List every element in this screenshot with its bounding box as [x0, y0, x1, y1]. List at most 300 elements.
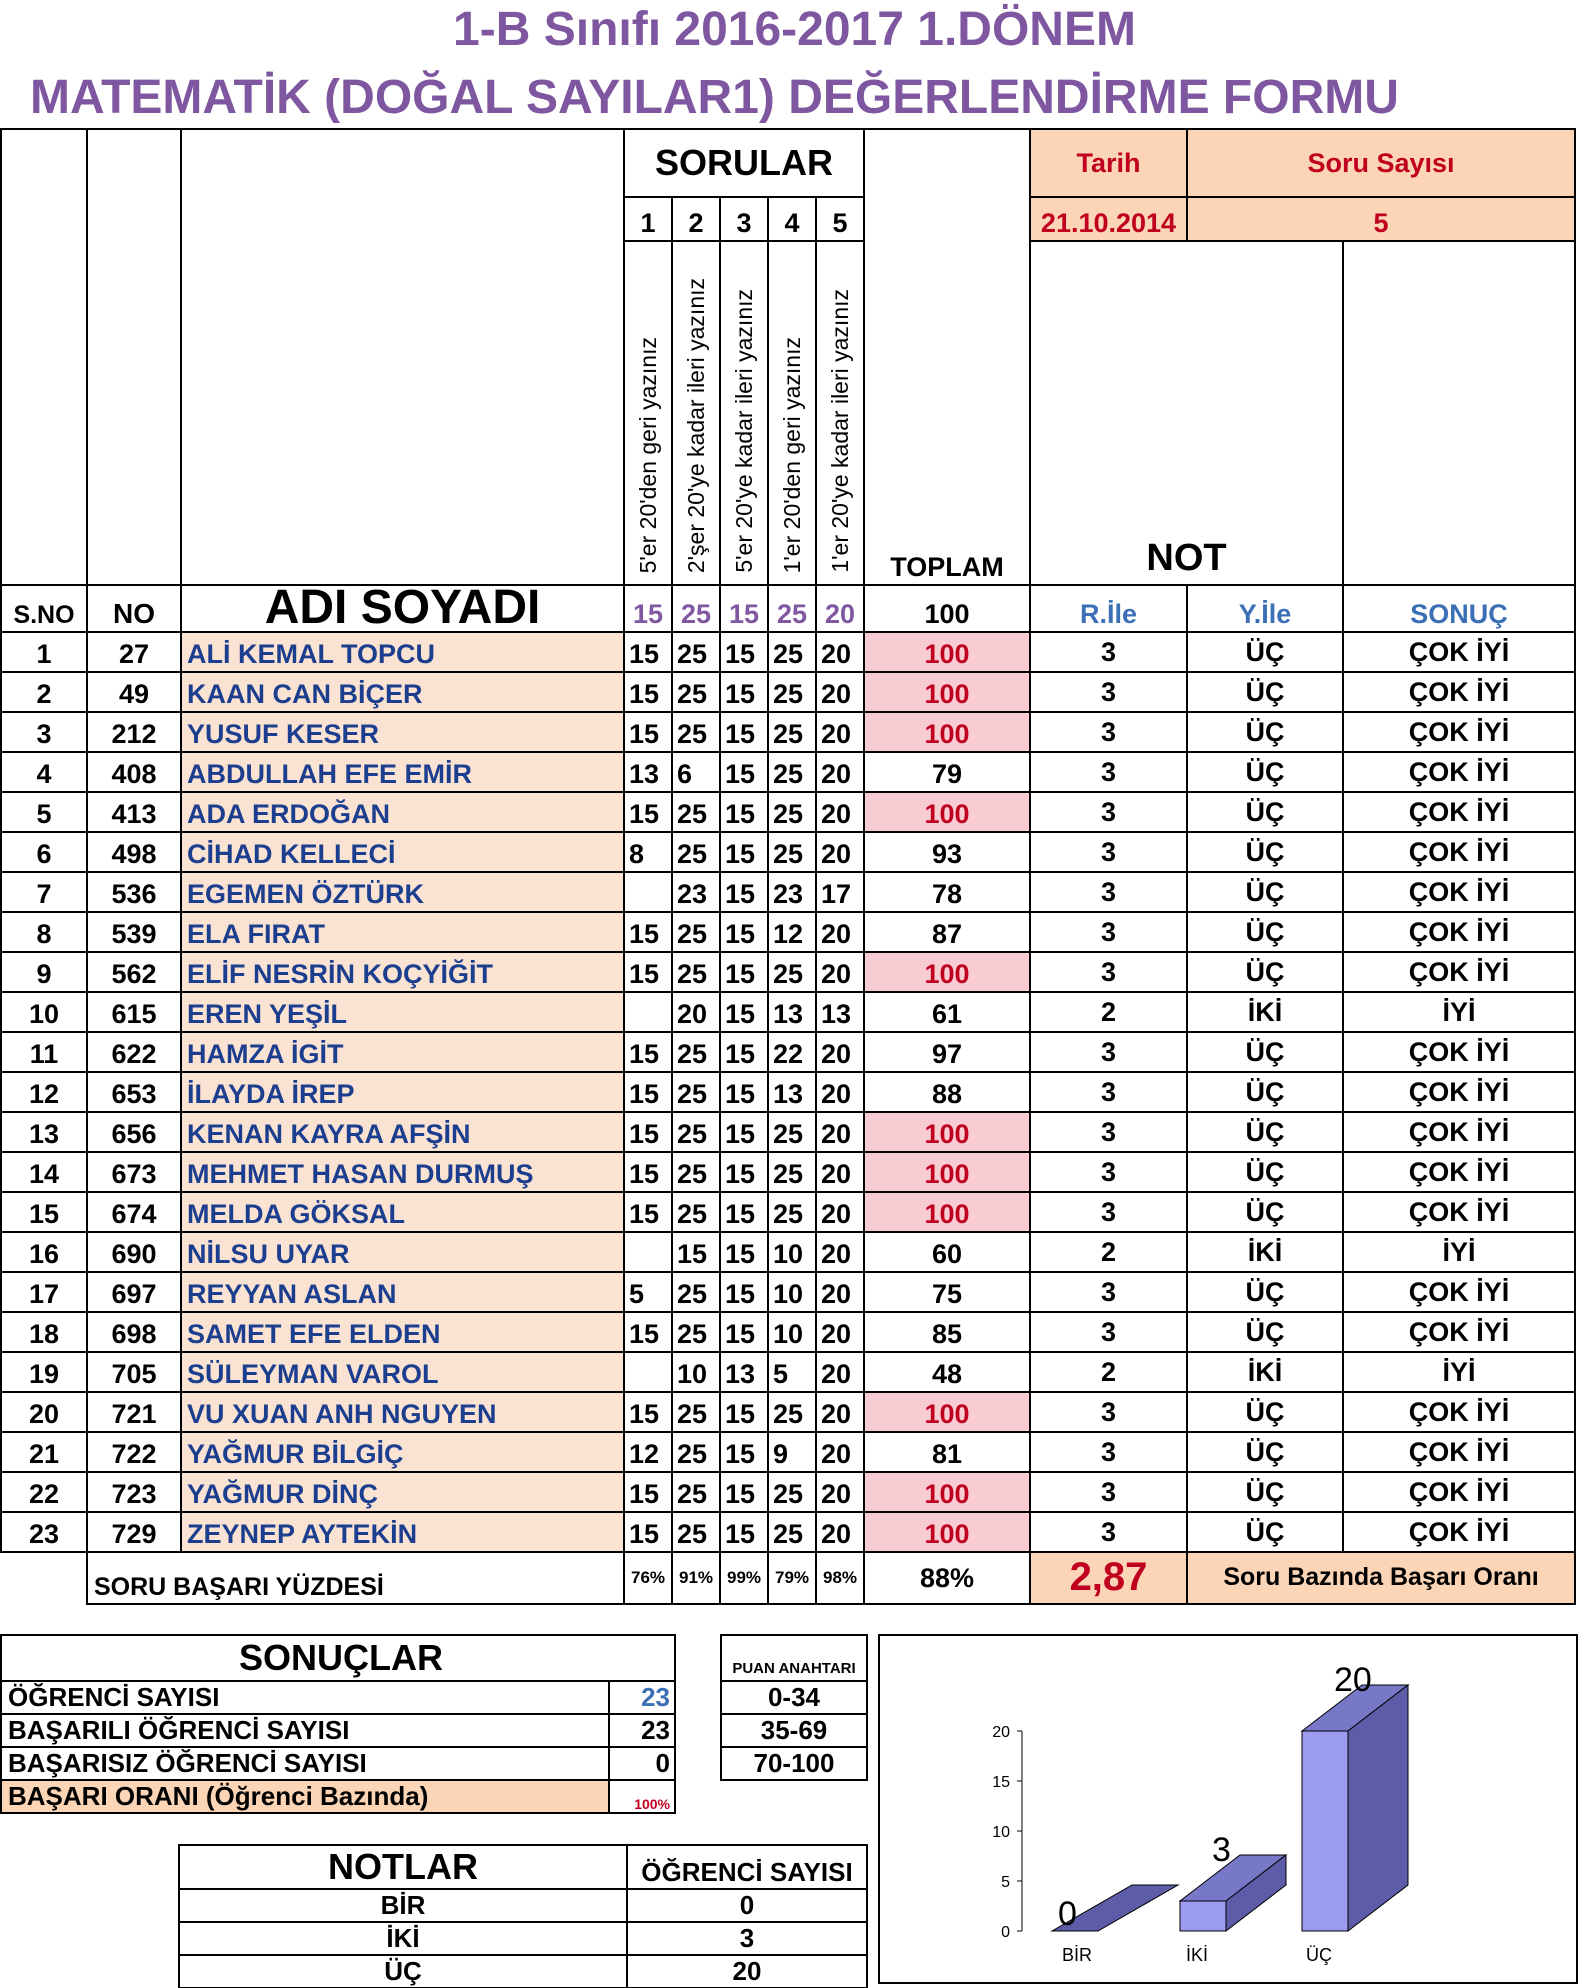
- question-points-2: 25: [672, 585, 720, 632]
- question-text-5: [816, 241, 864, 585]
- no-cell: 674: [87, 1192, 181, 1232]
- question-text-label: 5'er 20'den geri yazınız: [634, 336, 661, 573]
- grade-number: 2: [1030, 1352, 1187, 1392]
- grade-number: 3: [1030, 752, 1187, 792]
- sonuc-value: 100%: [609, 1780, 675, 1813]
- question-text-4: [768, 241, 816, 585]
- sno-cell: 15: [1, 1192, 87, 1232]
- result-cell: İYİ: [1343, 1352, 1575, 1392]
- puan-range: 35-69: [721, 1714, 867, 1747]
- grade-word: İKİ: [1187, 1232, 1343, 1272]
- result-cell: İYİ: [1343, 1232, 1575, 1272]
- score-q2: 25: [672, 912, 720, 952]
- puan-range: 0-34: [721, 1681, 867, 1714]
- grade-number: 2: [1030, 1232, 1187, 1272]
- score-q4: 25: [768, 752, 816, 792]
- score-q3: 15: [720, 1512, 768, 1552]
- no-cell: 721: [87, 1392, 181, 1432]
- total-pct: 88%: [864, 1552, 1030, 1604]
- score-q3: 15: [720, 1312, 768, 1352]
- total-cell: 81: [864, 1432, 1030, 1472]
- no-cell: 408: [87, 752, 181, 792]
- grade-number: 3: [1030, 952, 1187, 992]
- result-cell: ÇOK İYİ: [1343, 1472, 1575, 1512]
- score-q1: 15: [624, 1112, 672, 1152]
- score-q1: 5: [624, 1272, 672, 1312]
- score-q1: 15: [624, 1472, 672, 1512]
- result-cell: ÇOK İYİ: [1343, 672, 1575, 712]
- puan-row: [721, 1714, 867, 1747]
- score-q5: 20: [816, 1272, 864, 1312]
- score-q4: 25: [768, 1152, 816, 1192]
- grade-number: 3: [1030, 1312, 1187, 1352]
- grade-word: ÜÇ: [1187, 712, 1343, 752]
- result-cell: ÇOK İYİ: [1343, 1192, 1575, 1232]
- toplam-points: 100: [864, 585, 1030, 632]
- grade-word: ÜÇ: [1187, 632, 1343, 672]
- score-q2: 15: [672, 1232, 720, 1272]
- sno-cell: 10: [1, 992, 87, 1032]
- score-q4: 25: [768, 672, 816, 712]
- score-q5: 20: [816, 1432, 864, 1472]
- y-tick-label: 5: [1001, 1874, 1010, 1891]
- tarih-label: Tarih: [1030, 129, 1187, 197]
- table-row: [1, 1512, 1575, 1552]
- student-name: CİHAD KELLECİ: [181, 832, 624, 872]
- table-row: [1, 1232, 1575, 1272]
- score-q4: 25: [768, 1472, 816, 1512]
- score-q4: 25: [768, 952, 816, 992]
- grade-word: ÜÇ: [1187, 1192, 1343, 1232]
- grade-word: İKİ: [1187, 992, 1343, 1032]
- result-cell: ÇOK İYİ: [1343, 872, 1575, 912]
- grade-number: 3: [1030, 1112, 1187, 1152]
- name-header: ADI SOYADI: [181, 585, 624, 632]
- score-q5: 20: [816, 912, 864, 952]
- grade-number: 3: [1030, 792, 1187, 832]
- table-row: [1, 1072, 1575, 1112]
- question-pct-1: 76%: [624, 1552, 672, 1604]
- page-title: 1-B Sınıfı 2016-2017 1.DÖNEM: [453, 3, 1136, 56]
- question-text-label: 1'er 20'den geri yazınız: [778, 336, 805, 573]
- y-ile-header: Y.İle: [1187, 585, 1343, 632]
- score-q3: 15: [720, 832, 768, 872]
- question-pct-2: 91%: [672, 1552, 720, 1604]
- sno-cell: 12: [1, 1072, 87, 1112]
- table-row: [1, 1392, 1575, 1432]
- total-cell: 100: [864, 1392, 1030, 1432]
- grade-number: 3: [1030, 672, 1187, 712]
- sonuc-label: BAŞARISIZ ÖĞRENCİ SAYISI: [1, 1747, 609, 1780]
- page-subtitle: MATEMATİK (DOĞAL SAYILAR1) DEĞERLENDİRME FORMU: [30, 71, 1399, 124]
- table-row: [1, 912, 1575, 952]
- grade-number: 3: [1030, 1472, 1187, 1512]
- score-q5: 20: [816, 672, 864, 712]
- total-cell: 100: [864, 1512, 1030, 1552]
- score-q3: 15: [720, 1032, 768, 1072]
- question-points-3: 15: [720, 585, 768, 632]
- student-name: ADA ERDOĞAN: [181, 792, 624, 832]
- question-points-5: 20: [816, 585, 864, 632]
- grade-word: ÜÇ: [1187, 1112, 1343, 1152]
- summary-row: [1, 1552, 1575, 1604]
- soru-basari-label: SORU BAŞARI YÜZDESİ: [87, 1552, 624, 1604]
- score-q1: 15: [624, 672, 672, 712]
- score-q4: 13: [768, 992, 816, 1032]
- sno-cell: 6: [1, 832, 87, 872]
- total-cell: 100: [864, 1472, 1030, 1512]
- grade-number: 3: [1030, 632, 1187, 672]
- bar-data-label: 3: [1212, 1831, 1231, 1869]
- table-row: [1, 1272, 1575, 1312]
- sonuc-row: [1, 1714, 675, 1747]
- score-q2: 25: [672, 952, 720, 992]
- result-cell: ÇOK İYİ: [1343, 1272, 1575, 1312]
- grade-word: ÜÇ: [1187, 1312, 1343, 1352]
- average-label: Soru Bazında Başarı Oranı: [1187, 1552, 1575, 1604]
- question-points-4: 25: [768, 585, 816, 632]
- score-q2: 20: [672, 992, 720, 1032]
- score-q2: 25: [672, 832, 720, 872]
- grade-word: ÜÇ: [1187, 912, 1343, 952]
- notlar-row: [179, 1889, 867, 1922]
- score-q4: 9: [768, 1432, 816, 1472]
- score-q3: 15: [720, 872, 768, 912]
- student-name: KENAN KAYRA AFŞİN: [181, 1112, 624, 1152]
- toplam-header: TOPLAM: [864, 129, 1030, 585]
- no-cell: 622: [87, 1032, 181, 1072]
- score-q1: 15: [624, 1312, 672, 1352]
- score-q2: 10: [672, 1352, 720, 1392]
- score-q3: 15: [720, 952, 768, 992]
- total-cell: 48: [864, 1352, 1030, 1392]
- sno-cell: 11: [1, 1032, 87, 1072]
- score-q2: 25: [672, 1272, 720, 1312]
- grade-number: 3: [1030, 1192, 1187, 1232]
- student-name: SÜLEYMAN VAROL: [181, 1352, 624, 1392]
- total-cell: 78: [864, 872, 1030, 912]
- no-cell: 722: [87, 1432, 181, 1472]
- score-q5: 20: [816, 712, 864, 752]
- soru-sayisi-value: 5: [1187, 197, 1575, 241]
- score-q2: 25: [672, 1032, 720, 1072]
- result-cell: ÇOK İYİ: [1343, 1392, 1575, 1432]
- student-name: EREN YEŞİL: [181, 992, 624, 1032]
- grade-word: ÜÇ: [1187, 1032, 1343, 1072]
- score-q2: 25: [672, 1392, 720, 1432]
- score-q3: 15: [720, 1192, 768, 1232]
- score-q2: 25: [672, 1312, 720, 1352]
- student-name: ALİ KEMAL TOPCU: [181, 632, 624, 672]
- sno-cell: 23: [1, 1512, 87, 1552]
- sno-cell: 4: [1, 752, 87, 792]
- grade-word: ÜÇ: [1187, 792, 1343, 832]
- no-cell: 705: [87, 1352, 181, 1392]
- score-q2: 25: [672, 1192, 720, 1232]
- notlar-row: [179, 1922, 867, 1955]
- total-cell: 100: [864, 632, 1030, 672]
- category-label: BİR: [1061, 1945, 1093, 1965]
- notlar-title: NOTLAR: [179, 1845, 627, 1889]
- no-cell: 723: [87, 1472, 181, 1512]
- score-q5: 20: [816, 952, 864, 992]
- no-cell: 539: [87, 912, 181, 952]
- total-cell: 75: [864, 1272, 1030, 1312]
- sno-cell: 16: [1, 1232, 87, 1272]
- total-cell: 87: [864, 912, 1030, 952]
- puan-anahtari-table: [720, 1634, 868, 1781]
- grade-word: ÜÇ: [1187, 1512, 1343, 1552]
- student-name: MELDA GÖKSAL: [181, 1192, 624, 1232]
- question-text-label: 2'şer 20'ye kadar ileri yazınız: [682, 277, 709, 573]
- sonuc-header: SONUÇ: [1343, 585, 1575, 632]
- category-label: İKİ: [1185, 1945, 1209, 1965]
- notlar-label: ÜÇ: [179, 1955, 627, 1988]
- result-cell: ÇOK İYİ: [1343, 712, 1575, 752]
- sno-cell: 9: [1, 952, 87, 992]
- no-cell: 562: [87, 952, 181, 992]
- student-name: YUSUF KESER: [181, 712, 624, 752]
- sno-header: S.NO: [1, 585, 87, 632]
- score-q5: 20: [816, 632, 864, 672]
- no-cell: 690: [87, 1232, 181, 1272]
- soru-sayisi-label: Soru Sayısı: [1187, 129, 1575, 197]
- table-row: [1, 712, 1575, 752]
- result-cell: ÇOK İYİ: [1343, 792, 1575, 832]
- student-name: SAMET EFE ELDEN: [181, 1312, 624, 1352]
- sonuclar-table: [0, 1634, 676, 1814]
- no-cell: 673: [87, 1152, 181, 1192]
- score-q5: 20: [816, 1192, 864, 1232]
- score-q1: 15: [624, 1192, 672, 1232]
- student-name: VU XUAN ANH NGUYEN: [181, 1392, 624, 1432]
- score-q4: 25: [768, 1192, 816, 1232]
- sno-cell: 22: [1, 1472, 87, 1512]
- score-q3: 15: [720, 752, 768, 792]
- table-row: [1, 1472, 1575, 1512]
- student-name: İLAYDA İREP: [181, 1072, 624, 1112]
- question-pct-4: 79%: [768, 1552, 816, 1604]
- question-text-label: 1'er 20'ye kadar ileri yazınız: [826, 289, 853, 573]
- score-q5: 17: [816, 872, 864, 912]
- table-row: [1, 752, 1575, 792]
- result-cell: ÇOK İYİ: [1343, 1312, 1575, 1352]
- question-text-3: [720, 241, 768, 585]
- score-q3: 15: [720, 712, 768, 752]
- score-q3: 15: [720, 672, 768, 712]
- grade-word: ÜÇ: [1187, 1272, 1343, 1312]
- score-q3: 15: [720, 1272, 768, 1312]
- score-q5: 20: [816, 792, 864, 832]
- sno-cell: 2: [1, 672, 87, 712]
- table-row: [1, 952, 1575, 992]
- sonuc-row: [1, 1747, 675, 1780]
- grade-number: 3: [1030, 1272, 1187, 1312]
- score-q4: 10: [768, 1312, 816, 1352]
- no-cell: 615: [87, 992, 181, 1032]
- grade-word: ÜÇ: [1187, 952, 1343, 992]
- score-q1: 15: [624, 1512, 672, 1552]
- no-cell: 656: [87, 1112, 181, 1152]
- result-cell: İYİ: [1343, 992, 1575, 1032]
- score-q2: 25: [672, 1072, 720, 1112]
- no-cell: 49: [87, 672, 181, 712]
- result-cell: ÇOK İYİ: [1343, 1032, 1575, 1072]
- score-q4: 25: [768, 1392, 816, 1432]
- table-row: [1, 1152, 1575, 1192]
- result-cell: ÇOK İYİ: [1343, 1072, 1575, 1112]
- score-q2: 6: [672, 752, 720, 792]
- score-q1: 15: [624, 912, 672, 952]
- notlar-label: İKİ: [179, 1922, 627, 1955]
- total-cell: 100: [864, 672, 1030, 712]
- question-points-1: 15: [624, 585, 672, 632]
- question-number-2: 2: [672, 197, 720, 241]
- score-q3: 15: [720, 1432, 768, 1472]
- grade-number: 3: [1030, 872, 1187, 912]
- student-name: MEHMET HASAN DURMUŞ: [181, 1152, 624, 1192]
- score-q4: 25: [768, 1512, 816, 1552]
- no-cell: 653: [87, 1072, 181, 1112]
- score-q4: 25: [768, 1112, 816, 1152]
- result-cell: ÇOK İYİ: [1343, 952, 1575, 992]
- student-name: NİLSU UYAR: [181, 1232, 624, 1272]
- sonuc-row: [1, 1681, 675, 1714]
- grade-number: 3: [1030, 912, 1187, 952]
- sno-cell: 5: [1, 792, 87, 832]
- score-q3: 15: [720, 1392, 768, 1432]
- score-q1: 15: [624, 1152, 672, 1192]
- result-cell: ÇOK İYİ: [1343, 1112, 1575, 1152]
- score-q2: 25: [672, 632, 720, 672]
- score-q3: 15: [720, 1472, 768, 1512]
- total-cell: 100: [864, 1192, 1030, 1232]
- score-q4: 22: [768, 1032, 816, 1072]
- r-ile-header: R.İle: [1030, 585, 1187, 632]
- sonuclar-title: SONUÇLAR: [1, 1635, 675, 1681]
- total-cell: 93: [864, 832, 1030, 872]
- no-cell: 729: [87, 1512, 181, 1552]
- score-q5: 20: [816, 752, 864, 792]
- score-q1: [624, 992, 672, 1032]
- score-q2: 25: [672, 1152, 720, 1192]
- score-q1: 15: [624, 632, 672, 672]
- score-q4: 25: [768, 832, 816, 872]
- sno-cell: 18: [1, 1312, 87, 1352]
- result-cell: ÇOK İYİ: [1343, 832, 1575, 872]
- score-q1: 15: [624, 1032, 672, 1072]
- score-q1: 15: [624, 712, 672, 752]
- chart-svg: [880, 1636, 1580, 1986]
- total-cell: 100: [864, 712, 1030, 752]
- grade-word: ÜÇ: [1187, 1432, 1343, 1472]
- score-q5: 20: [816, 1312, 864, 1352]
- result-cell: ÇOK İYİ: [1343, 1152, 1575, 1192]
- question-pct-3: 99%: [720, 1552, 768, 1604]
- no-cell: 413: [87, 792, 181, 832]
- total-cell: 100: [864, 952, 1030, 992]
- table-row: [1, 992, 1575, 1032]
- table-row: [1, 872, 1575, 912]
- grade-number: 2: [1030, 992, 1187, 1032]
- total-cell: 100: [864, 1152, 1030, 1192]
- score-q4: 5: [768, 1352, 816, 1392]
- student-name: YAĞMUR DİNÇ: [181, 1472, 624, 1512]
- y-tick-label: 15: [992, 1774, 1010, 1791]
- no-header: NO: [87, 585, 181, 632]
- score-q4: 12: [768, 912, 816, 952]
- score-q1: [624, 872, 672, 912]
- table-row: [1, 1312, 1575, 1352]
- puan-anahtari-title: PUAN ANAHTARI: [721, 1635, 867, 1681]
- grade-number: 3: [1030, 832, 1187, 872]
- total-cell: 61: [864, 992, 1030, 1032]
- score-q5: 20: [816, 1392, 864, 1432]
- score-q4: 10: [768, 1232, 816, 1272]
- result-cell: ÇOK İYİ: [1343, 1432, 1575, 1472]
- student-name: YAĞMUR BİLGİÇ: [181, 1432, 624, 1472]
- score-q1: 8: [624, 832, 672, 872]
- puan-row: [721, 1681, 867, 1714]
- table-row: [1, 1192, 1575, 1232]
- table-row: [1, 632, 1575, 672]
- tarih-value: 21.10.2014: [1030, 197, 1187, 241]
- score-q5: 13: [816, 992, 864, 1032]
- student-name: EGEMEN ÖZTÜRK: [181, 872, 624, 912]
- y-tick-label: 20: [992, 1724, 1010, 1741]
- total-cell: 60: [864, 1232, 1030, 1272]
- not-header: NOT: [1030, 241, 1343, 585]
- sno-cell: 21: [1, 1432, 87, 1472]
- grade-word: ÜÇ: [1187, 1392, 1343, 1432]
- bar-2: [1180, 1855, 1286, 1931]
- grade-word: ÜÇ: [1187, 1072, 1343, 1112]
- table-row: [1, 832, 1575, 872]
- no-cell: 212: [87, 712, 181, 752]
- score-q3: 15: [720, 1152, 768, 1192]
- question-number-1: 1: [624, 197, 672, 241]
- sno-cell: 20: [1, 1392, 87, 1432]
- sorular-header: SORULAR: [624, 129, 864, 197]
- question-number-5: 5: [816, 197, 864, 241]
- score-q1: [624, 1352, 672, 1392]
- score-q5: 20: [816, 1472, 864, 1512]
- score-q3: 15: [720, 632, 768, 672]
- score-q4: 25: [768, 792, 816, 832]
- sno-cell: 7: [1, 872, 87, 912]
- average-grade: 2,87: [1030, 1552, 1187, 1604]
- score-q2: 25: [672, 1112, 720, 1152]
- score-q2: 23: [672, 872, 720, 912]
- table-row: [1, 1352, 1575, 1392]
- score-q1: 15: [624, 1072, 672, 1112]
- score-q1: 13: [624, 752, 672, 792]
- score-q1: 15: [624, 952, 672, 992]
- grade-word: ÜÇ: [1187, 832, 1343, 872]
- score-q2: 25: [672, 712, 720, 752]
- y-tick-label: 0: [1001, 1924, 1010, 1941]
- category-label: ÜÇ: [1306, 1945, 1332, 1965]
- grade-number: 3: [1030, 712, 1187, 752]
- score-q5: 20: [816, 832, 864, 872]
- sno-cell: 1: [1, 632, 87, 672]
- table-row: [1, 672, 1575, 712]
- question-text-label: 5'er 20'ye kadar ileri yazınız: [730, 289, 757, 573]
- score-q3: 15: [720, 1072, 768, 1112]
- question-text-1: [624, 241, 672, 585]
- grade-word: ÜÇ: [1187, 752, 1343, 792]
- score-q5: 20: [816, 1112, 864, 1152]
